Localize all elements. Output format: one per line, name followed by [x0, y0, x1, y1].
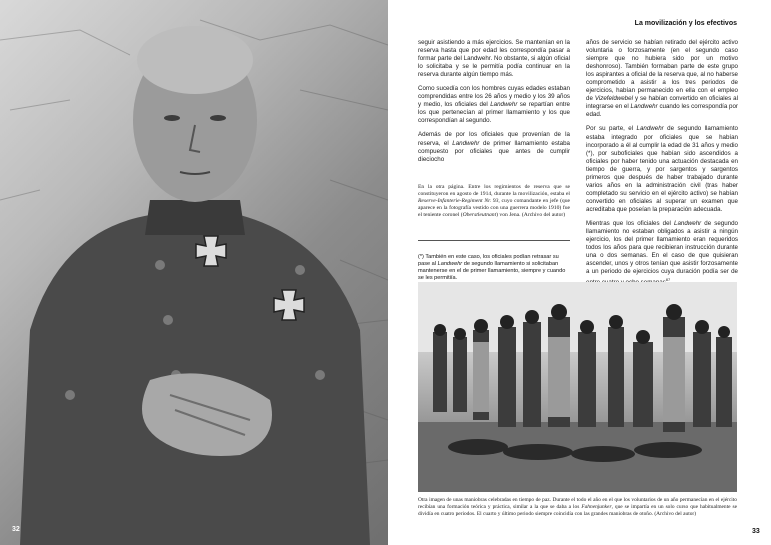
footnote-divider	[418, 240, 570, 241]
paragraph: Además de por los oficiales que provenían de la reserva, el Landwehr de primer llamamiento estaba compuesto por oficiales que antes de cumplir dieciocho	[418, 131, 570, 163]
paragraph: Como sucedía con los hombres cuyas edades estaban comprendidas entre los 26 años y medio y los 39 años y medio, los oficiales del Landwehr se repartían entre los que pertenecían al primer llamamiento y los que correspondían al segundo.	[418, 85, 570, 125]
manoeuvres-photo	[418, 282, 737, 492]
page-number-right: 33	[752, 528, 760, 535]
footnote: (*) También en este caso, los oficiales podían retrasar su pase al Landwehr de segundo llamamiento si solicitaban mantenerse en el de primer llamamiento, siempre y cuando se les permitiía.	[418, 254, 566, 281]
page-number-left: 32	[12, 526, 20, 533]
text-column-2	[586, 39, 738, 293]
paragraph: Mientras que los oficiales del Landwehr de segundo llamamiento no estaban obligados a asistir a ningún ejercicio, los del primer llamamiento eran requeridos todos los años para que recibieran instrucción durante una o dos semanas. En el caso de que quisieran ascender, unos y otros tenían que asistir forzosamente a un periodo de ejercicios cuya duración podía ser de $^{87}$	[586, 219, 739, 283]
paragraph: años de servicio se habían retirado del ejército activo voluntaria o forzosamente (en el segundo caso siempre que no hubiera sido por un motivo deshonroso). También formaban parte de este grupo los aspirantes a oficial de la reserva que, al no haberse comprometido a asistir a los tres periodos de ejercicios, habían permanecido en ella con el empleo de Vizefeldwebel y se habían convertido en oficiales al integrarse en el Landwehr cuando les correspondía por edad.	[586, 39, 738, 119]
photo-caption-manoeuvres: Otra imagen de unas maniobras celebradas en tiempo de paz. Durante el todo el año en el que los voluntarios de un año permanecían en el ejército recibían una formación teórica y práctica, similar a la que se daba a los Fahnenjunker, que se impartía en un solo curso que habitualmente se dividía en cuatro periodos. El cuarto y último periodo siempre coincidía con las grandes maniobras de otoño. (Archivo del autor)	[418, 497, 737, 517]
running-head: La movilización y los efectivos	[634, 20, 737, 27]
text-column-1	[418, 39, 570, 170]
manoeuvres-illustration	[418, 282, 737, 492]
paragraph: Por su parte, el Landwehr de segundo llamamiento estaba integrado por oficiales que se habían incorporado a él al cumplir la edad de 31 años y medio (*), por suboficiales que habían sido ascendidos a oficiales por haber tenido una actuación destacada en tiempo de guerra, y por sargentos y sargentos primeros que después de haber trabajado durante varios años en la administración civil (tras haber completado su servicio en el ejército activo) se habían convertido en oficiales al superar un examen que acreditaba que poseían la preparación adecuada.	[586, 125, 738, 213]
photo-caption-portrait: En la otra página. Entre los regimientos de reserva que se constituyeron en agosto de 1914, durante la movilización, estaba el Reserve-Infanterie-Regiment Nr. 93, cuyo comandante en jefe (que aparece en la fotografía vestido con una guerrera modelo 1910) fue el teniente coronel (Oberstleutnant) von Jena. (Archivo del autor)	[418, 184, 571, 218]
paragraph: seguir asistiendo a más ejercicios. Se mantenían en la reserva hasta que por edad les correspondía pasar a formar parte del Landwehr. No obstante, si algún oficial lo solicitaba y se le permitía podía continuar en la reserva durante algún tiempo más.	[418, 39, 570, 79]
